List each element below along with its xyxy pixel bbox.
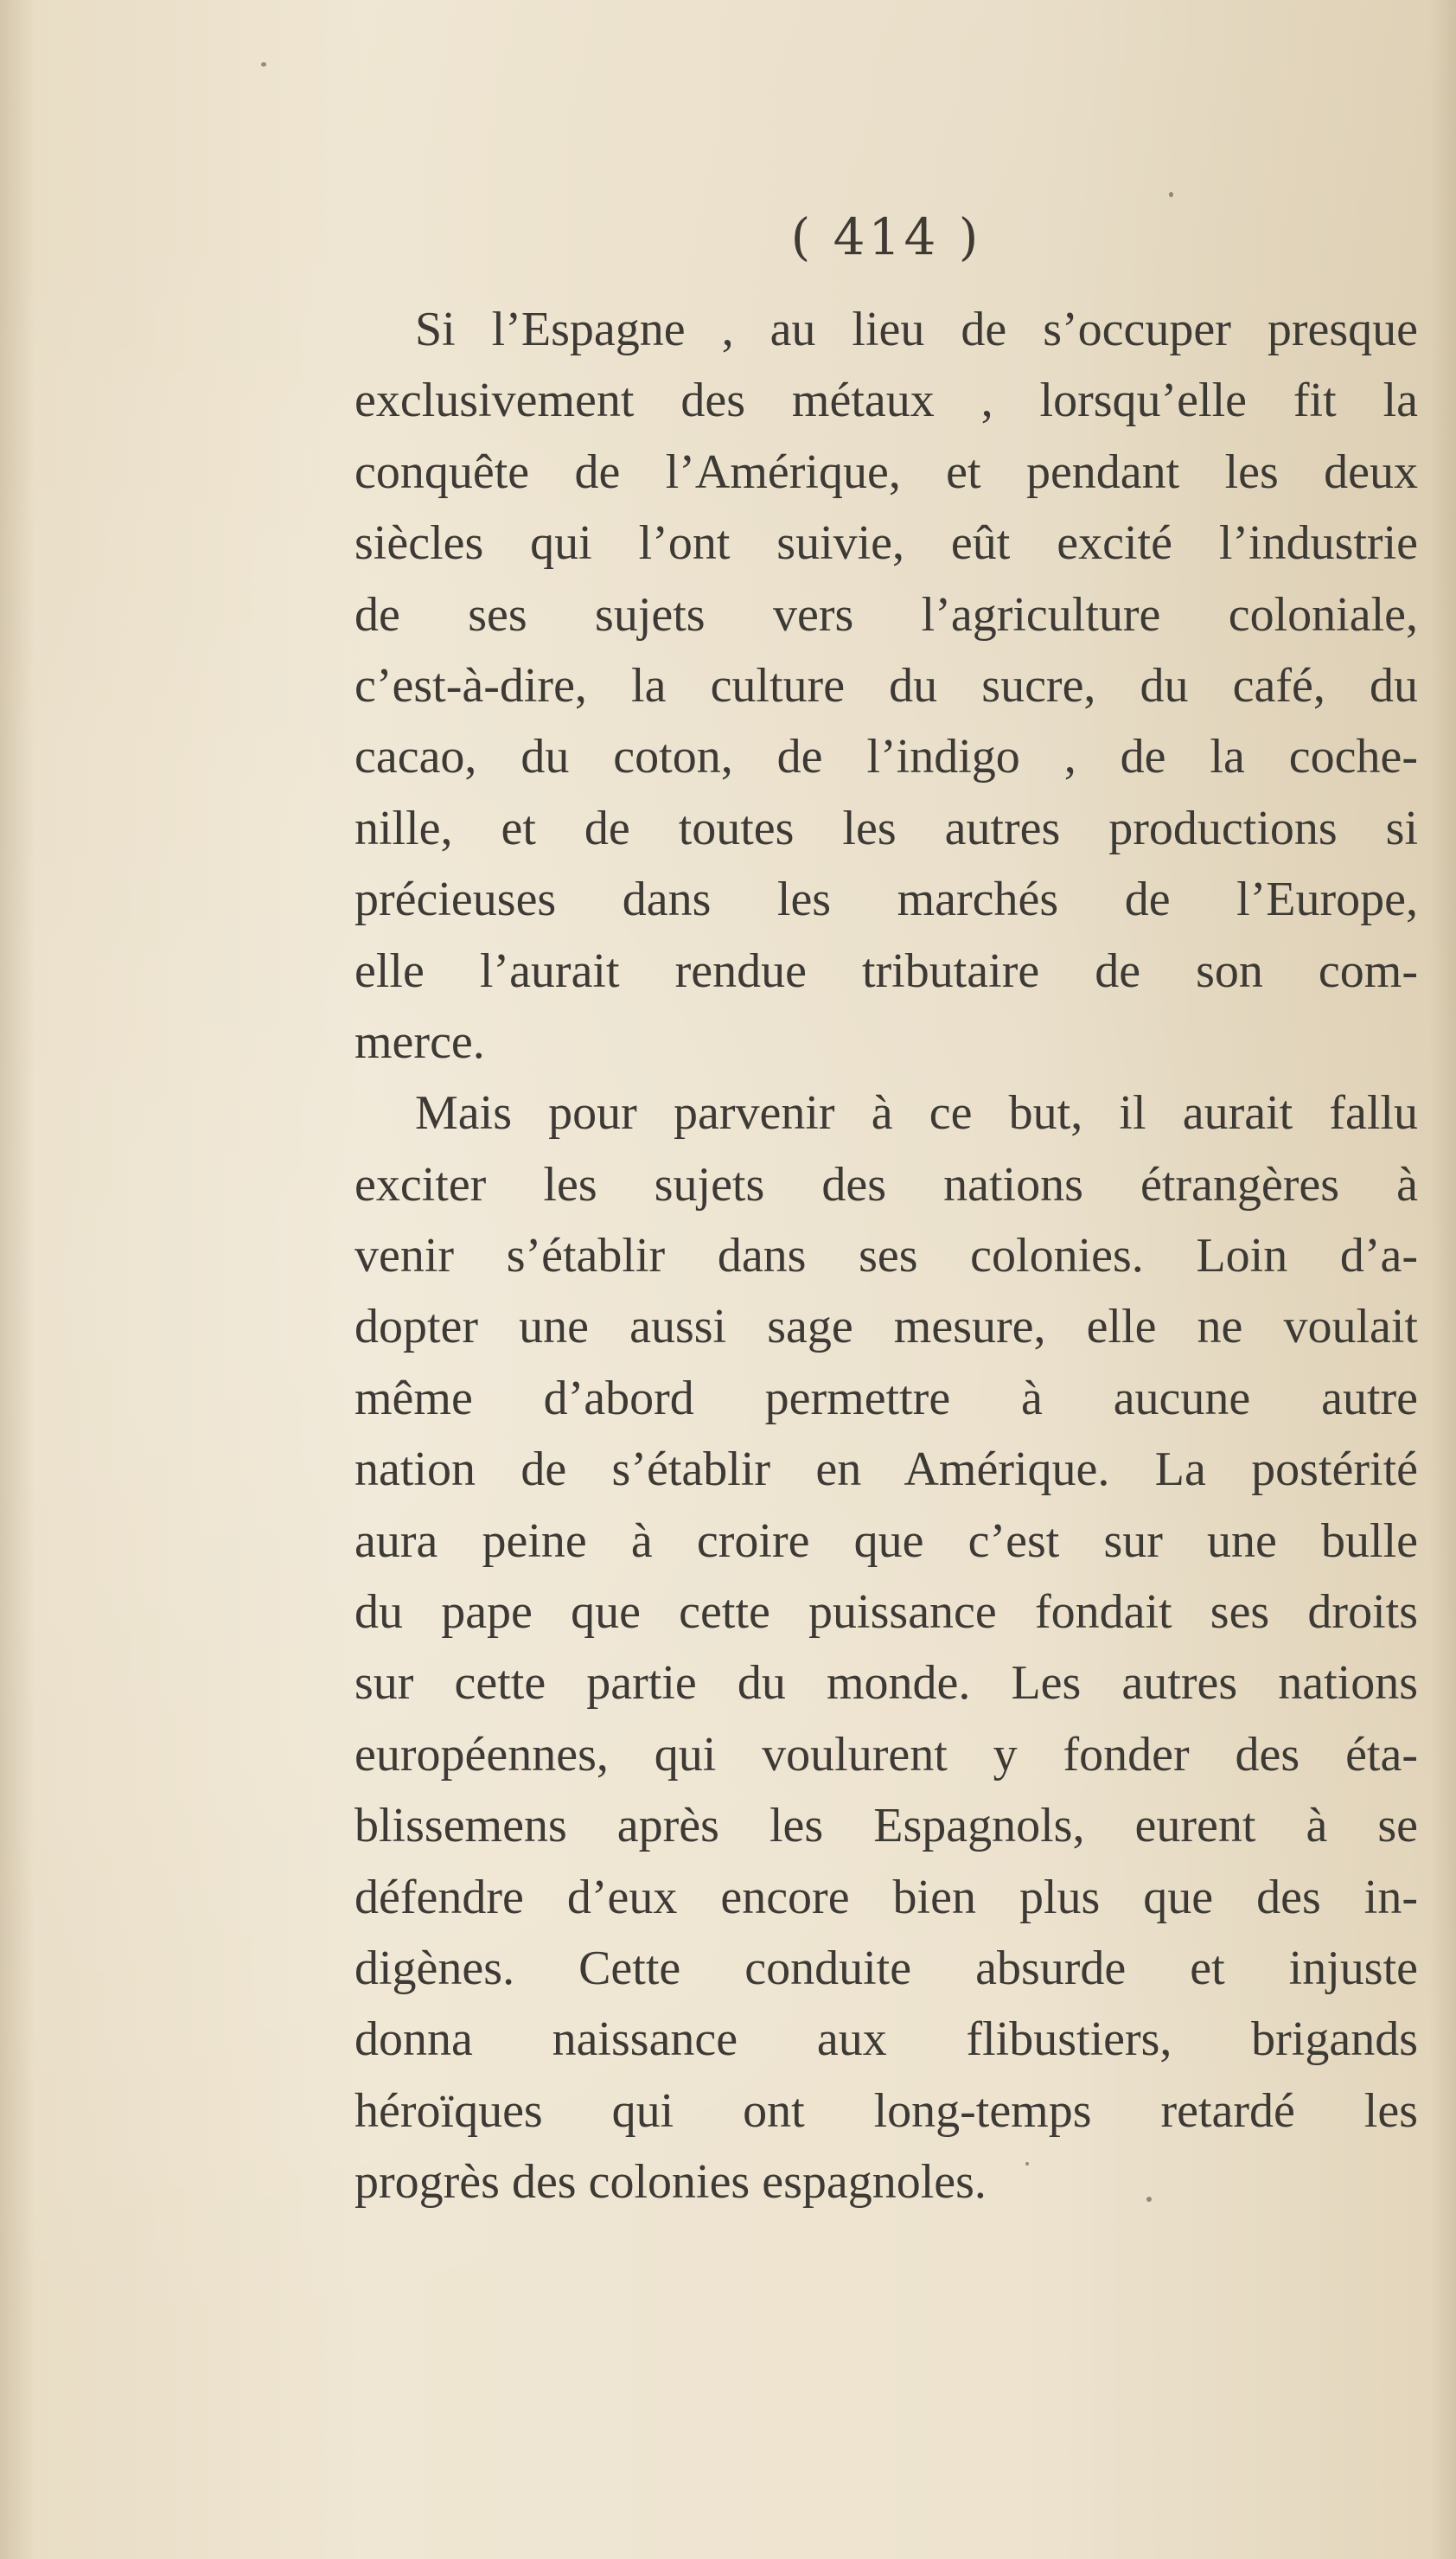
text-line: merce. bbox=[354, 1014, 485, 1069]
text-line: même d’abord permettre à aucune autre bbox=[354, 1371, 1418, 1425]
text-line: c’est-à-dire, la culture du sucre, du café, du bbox=[354, 658, 1418, 713]
text-line: défendre d’eux encore bien plus que des in- bbox=[354, 1870, 1418, 1924]
text-line: exclusivement des métaux , lorsqu’elle fit la bbox=[354, 374, 1418, 428]
page-number: ( 414 ) bbox=[790, 208, 982, 266]
text-line: nation de s’établir en Amérique. La postérité bbox=[354, 1443, 1418, 1497]
paragraph-1 bbox=[354, 294, 1418, 1078]
text-line: blissemens après les Espagnols, eurent à se bbox=[354, 1799, 1418, 1853]
text-line: Si l’Espagne , au lieu de s’occuper presque bbox=[415, 303, 1418, 356]
text-line: Mais pour parvenir à ce but, il aurait fallu bbox=[415, 1086, 1418, 1141]
text-line: elle l’aurait rendue tributaire de son com- bbox=[354, 944, 1418, 998]
paper-speck bbox=[261, 62, 266, 67]
text-line: de ses sujets vers l’agriculture coloniale, bbox=[354, 587, 1418, 642]
text-line: nille, et de toutes les autres productions si bbox=[354, 801, 1418, 855]
text-line: du pape que cette puissance fondait ses droits bbox=[354, 1585, 1418, 1640]
text-line: sur cette partie du monde. Les autres nations bbox=[354, 1656, 1418, 1711]
text-line: cacao, du coton, de l’indigo , de la coche- bbox=[354, 730, 1418, 784]
text-line: donna naissance aux flibustiers, brigands bbox=[354, 2012, 1418, 2067]
paragraph-2 bbox=[354, 1078, 1418, 2217]
paper-speck bbox=[1169, 192, 1173, 197]
body-text bbox=[354, 294, 1418, 2218]
text-line: siècles qui l’ont suivie, eût excité l’industrie bbox=[354, 516, 1418, 571]
text-line: digènes. Cette conduite absurde et injuste bbox=[354, 1941, 1418, 1995]
text-line: progrès des colonies espagnoles. bbox=[354, 2155, 987, 2210]
text-line: venir s’établir dans ses colonies. Loin d’a- bbox=[354, 1229, 1418, 1283]
text-line: européennes, qui voulurent y fonder des éta- bbox=[354, 1727, 1418, 1782]
text-line: précieuses dans les marchés de l’Europe, bbox=[354, 873, 1418, 927]
text-line: conquête de l’Amérique, et pendant les deux bbox=[354, 445, 1418, 499]
text-line: héroïques qui ont long-temps retardé les bbox=[354, 2083, 1418, 2138]
page-edge-shadow-right bbox=[1430, 0, 1456, 2559]
page-edge-shadow-left bbox=[0, 0, 35, 2559]
text-line: dopter une aussi sage mesure, elle ne voulait bbox=[354, 1300, 1418, 1354]
text-line: exciter les sujets des nations étrangères à bbox=[354, 1157, 1418, 1212]
text-line: aura peine à croire que c’est sur une bulle bbox=[354, 1513, 1418, 1568]
